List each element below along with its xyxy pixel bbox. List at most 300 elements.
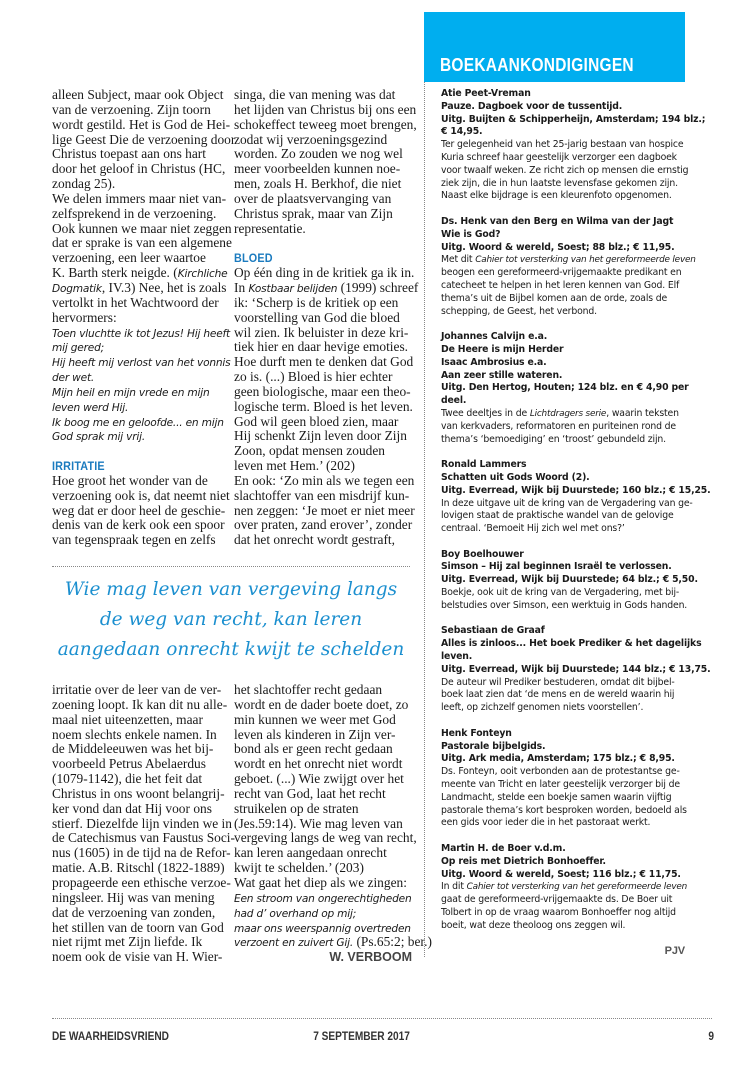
text-span: Uitg. Woord & wereld, Soest; 88 blz.; € 11,95.: [441, 241, 675, 253]
text-span: Ook kunnen we maar niet zeggen: [52, 220, 232, 236]
text-line: [52, 459, 232, 474]
text-line: [52, 266, 232, 281]
text-span: maar ons weerspannig overtreden: [234, 922, 411, 935]
text-span: In deze uitgave uit de kring van de Vergadering van ge-: [441, 497, 693, 509]
text-line: [441, 382, 689, 395]
text-span: de Catechismus van Faustus Soci-: [52, 830, 235, 846]
text-line: [234, 772, 412, 787]
text-span: Ik boog me en geloofde... en mijn: [52, 416, 224, 429]
text-line: [52, 147, 232, 162]
text-line: [52, 222, 232, 237]
publication-name: DE WAARHEIDSVRIEND: [52, 1031, 169, 1043]
text-line: [441, 113, 706, 127]
text-span: logische term. Bloed is het leven.: [234, 398, 413, 414]
text-span: zodat wij verzoeningsgezind: [234, 131, 388, 147]
text-line: [52, 236, 232, 251]
text-span: Pastorale bijbelgids.: [441, 740, 546, 752]
text-line: [234, 802, 412, 817]
text-span: kwijt te schelden.’ (203): [234, 860, 364, 876]
text-span: dat het onrecht wordt gestraft,: [234, 532, 396, 548]
text-line: [441, 856, 685, 869]
text-span: geen biologische, maar een theo-: [234, 383, 411, 399]
blank-line: [441, 613, 685, 626]
text-span: [441, 446, 444, 457]
text-line: [52, 370, 232, 385]
text-line: [52, 251, 232, 266]
text-span: hervormers:: [52, 309, 117, 325]
text-span: Tolbert in op de vraag waarom Bonhoeffer nog altijd: [441, 907, 676, 918]
text-line: [52, 415, 232, 430]
text-line: [52, 787, 232, 802]
text-span: Henk Fonteyn: [441, 727, 512, 739]
text-span: Hij schenkt Zijn leven door Zijn: [234, 428, 407, 444]
text-line: [441, 497, 693, 511]
text-line: [234, 279, 419, 296]
text-line: [234, 385, 412, 400]
author-signature: W. VERBOOM: [329, 950, 412, 965]
text-span: Landmacht, stelde een boekje samen waarin vijftig: [441, 791, 672, 803]
text-line: [52, 131, 236, 148]
section-header: [424, 12, 685, 82]
text-span: gaat de gereformeerd-vrijgemaakte ds. De Boer uit: [441, 894, 673, 906]
text-line: [441, 677, 685, 690]
text-span: Hij heeft mij verlost van het vonnis: [52, 357, 231, 370]
text-span: schokeffect teweeg moet brengen,: [234, 116, 417, 132]
text-span: boeit, wat deze theoloog ons zeggen wil.: [441, 919, 626, 931]
text-line: [234, 757, 412, 772]
text-line: [234, 787, 412, 802]
text-span: thema’s uit de Bijbel komen aan de orde, zoals de: [441, 292, 668, 304]
text-span: Ds. Henk van den Berg en Wilma van der Jagt: [441, 215, 674, 227]
text-line: [441, 561, 685, 574]
text-line: [52, 177, 232, 192]
text-span: Toen vluchtte ik tot Jezus! Hij heeft: [52, 327, 231, 340]
text-span: pastorale thema’s kort besproken worden, bedoeld als: [441, 804, 687, 816]
text-line: [234, 429, 412, 444]
text-span: worden. Zo zouden we nog wel: [234, 146, 403, 162]
text-line: [234, 147, 412, 162]
text-span: De auteur wil Prediker bestuderen, omdat dit bijbel-: [441, 676, 675, 688]
text-span: Cahier tot versterking van het gereformeerde leven: [475, 255, 696, 266]
text-line: [234, 472, 415, 489]
book-announcements: [441, 88, 711, 958]
text-span: ik: ‘Scherp is de kritiek op een: [234, 294, 399, 310]
text-span: meente van Tricht en later geestelijk verzorger bij de: [441, 779, 680, 791]
text-span: representatie.: [234, 220, 306, 236]
text-line: [52, 757, 232, 772]
text-line: [441, 689, 685, 702]
text-line: [441, 779, 685, 792]
text-line: [441, 267, 685, 280]
text-span: De Heere is mijn Herder: [441, 343, 564, 355]
text-span: Uitg. Ark media, Amsterdam; 175 blz.; € 8,95.: [441, 753, 675, 765]
text-line: [441, 843, 685, 856]
text-span: centraal. ‘Bemoeit Hij zich wel met ons?’: [441, 523, 625, 535]
text-span: [52, 443, 55, 458]
text-line: [441, 881, 688, 894]
text-line: [234, 251, 412, 266]
text-span: door het geloof in Christus (HC,: [52, 161, 226, 177]
text-span: van tegenspraak tegen en zelfs: [52, 532, 216, 548]
text-line: [52, 88, 232, 103]
text-line: [52, 429, 232, 444]
text-span: wordt en de dader boete doet, zo: [234, 696, 409, 712]
article-column-1-bottom: [52, 682, 235, 965]
text-line: [441, 472, 685, 485]
text-span: In: [234, 279, 249, 295]
text-span: weg dat er door heel de geschie-: [52, 502, 226, 518]
text-line: [234, 713, 412, 728]
text-span: het slachtoffer recht gedaan: [234, 682, 383, 697]
text-span: boek laat zien dat ‘de mens en de wereld waarin hij: [441, 689, 675, 701]
divider: [52, 566, 410, 567]
text-line: [52, 891, 232, 906]
text-span: tiek hier en daar hevige emoties.: [234, 339, 409, 355]
text-span: Ter gelegenheid van het 25-jarig bestaan van hospice: [441, 139, 684, 151]
text-span: Uitg. Buijten & Schipperheijn, Amsterdam; 194 blz.;: [441, 113, 706, 125]
text-line: [234, 400, 412, 415]
text-line: [441, 178, 685, 191]
text-span: kan leren aangedaan onrecht: [234, 845, 387, 861]
text-line: [52, 518, 232, 533]
text-line: [441, 625, 685, 638]
text-line: [441, 421, 685, 434]
text-span: singa, die van mening was dat: [234, 87, 396, 102]
text-line: [441, 792, 685, 805]
text-span: ziek zijn, die in hun laatste levensfase gekomen zijn.: [441, 177, 678, 189]
blank-line: [441, 715, 685, 728]
text-span: (Ps.65:2; ber.): [353, 934, 432, 950]
text-span: slachtoffer van een misdrijf kun-: [234, 487, 410, 503]
text-line: [441, 344, 685, 357]
text-span: zoening loopt. Ik kan dit nu alle-: [52, 696, 228, 712]
section-title: BOEKAANKONDIGINGEN: [440, 55, 634, 75]
text-line: [441, 728, 685, 741]
pull-quote: [52, 575, 410, 665]
text-span: (Jes.59:14). Wie mag leven van: [234, 815, 403, 831]
text-span: alleen Subject, maar ook Object: [52, 87, 224, 102]
text-span: Zoon, opdat mensen zouden: [234, 443, 385, 459]
blank-line: [234, 236, 412, 251]
text-span: Hoe durft men te denken dat God: [234, 354, 414, 370]
text-line: [441, 484, 711, 498]
text-line: [234, 177, 412, 192]
text-line: [52, 400, 232, 415]
text-span: lige Geest Die de verzoening door: [52, 131, 236, 147]
text-line: [441, 817, 685, 830]
text-line: [52, 533, 232, 548]
text-span: Dogmatik: [52, 282, 102, 295]
text-line: [234, 415, 412, 430]
text-span: We delen immers maar niet van-: [52, 190, 227, 206]
text-line: [52, 802, 232, 817]
text-line: [52, 340, 232, 355]
text-span: voorbeeld Petrus Abelaerdus: [52, 756, 206, 772]
text-line: [52, 385, 232, 400]
text-span: God wil geen bloed zien, maar: [234, 413, 399, 429]
text-span: vertolkt in het Wachtwoord der: [52, 294, 219, 310]
footer-divider: [52, 1018, 712, 1019]
text-span: God sprak mij vrij.: [52, 431, 146, 444]
text-line: [52, 935, 232, 950]
text-span: , waarin teksten: [606, 407, 679, 419]
text-line: [52, 311, 232, 326]
text-span: Uitg. Everread, Wijk bij Duurstede; 144 blz.; € 13,75.: [441, 663, 711, 675]
text-span: ker vond dan dat Hij voor ons: [52, 800, 212, 816]
text-span: verzoent en zuivert Gij.: [234, 937, 354, 950]
text-span: [441, 536, 444, 547]
text-span: Schatten uit Gods Woord (2).: [441, 471, 590, 483]
text-span: lovigen staat de praktische wandel van de gelovige: [441, 510, 674, 522]
text-line: [234, 698, 412, 713]
text-line: [52, 876, 232, 891]
text-line: [52, 683, 232, 698]
text-line: [52, 817, 232, 832]
text-line: [234, 133, 412, 148]
text-span: [441, 933, 444, 944]
text-line: [52, 728, 232, 743]
text-span: irritatie over de leer van de ver-: [52, 682, 222, 697]
text-span: de Middeleeuwen was het bij-: [52, 741, 214, 757]
text-span: Johannes Calvijn e.a.: [441, 331, 548, 343]
pull-quote-line: Wie mag leven van vergeving langs: [64, 579, 398, 600]
page-number: 9: [708, 1031, 715, 1043]
text-line: [441, 306, 685, 319]
text-span: Kostbaar belijden: [248, 282, 338, 295]
text-line: [234, 921, 412, 936]
text-line: [234, 950, 412, 965]
section-heading: BLOED: [234, 251, 273, 266]
text-line: [441, 549, 685, 562]
text-span: Isaac Ambrosius e.a.: [441, 356, 547, 368]
text-span: propageerde een ethische verzoe-: [52, 874, 231, 890]
text-span: van de verzoening. Zijn toorn: [52, 101, 211, 117]
text-span: stierf. Diezelfde lijn vinden we in: [52, 815, 232, 831]
text-span: Wie is God?: [441, 228, 501, 240]
text-span: nen zeggen: ‘Je moet er niet meer: [234, 502, 415, 518]
text-line: [234, 340, 412, 355]
text-line: [52, 355, 232, 370]
text-span: meer voorbeelden kunnen noe-: [234, 161, 401, 177]
text-span: Kirchliche: [177, 268, 228, 281]
text-line: [234, 742, 412, 757]
text-span: Pauze. Dagboek voor de tussentijd.: [441, 100, 623, 112]
text-line: [441, 894, 685, 907]
blank-line: [441, 830, 685, 843]
text-span: wordt gestild. Het is God de Hei-: [52, 116, 231, 132]
text-span: Cahier tot versterking van het gereformeerde leven: [466, 882, 688, 893]
text-span: van kerkvaders, reformatoren en puriteinen rond de: [441, 420, 676, 432]
column-divider: [424, 82, 425, 957]
text-span: vergeving langs de weg van recht,: [234, 830, 417, 846]
text-line: [441, 907, 685, 920]
text-line: [234, 222, 412, 237]
text-span: (1079-1142), die het feit dat: [52, 771, 203, 787]
text-line: [441, 408, 685, 421]
text-span: Twee deeltjes in de: [441, 407, 530, 419]
blank-line: [52, 444, 232, 459]
blank-line: [441, 536, 685, 549]
text-span: voorstelling van God die bloed: [234, 309, 400, 325]
text-line: [234, 861, 412, 876]
article-column-2-bottom: [234, 682, 432, 965]
text-line: [234, 683, 412, 698]
text-line: [234, 817, 412, 832]
pull-quote-line: de weg van recht, kan leren: [99, 609, 363, 630]
text-span: beogen een gereformeerd-vrijgemaakte predikant en: [441, 267, 682, 279]
text-span: thema’s ‘bemoediging’ en ‘troost’ gebundeld zijn.: [441, 433, 666, 445]
text-line: [234, 370, 412, 385]
text-span: Ronald Lammers: [441, 459, 527, 471]
text-line: [441, 190, 685, 203]
text-line: [52, 296, 232, 311]
text-line: [234, 891, 412, 906]
text-span: [441, 613, 444, 624]
text-span: (1999) schreef: [337, 279, 419, 295]
text-line: [441, 254, 696, 267]
text-span: noem ook de visie van H. Wier-: [52, 949, 223, 965]
text-line: [234, 728, 412, 743]
text-line: [441, 139, 685, 152]
text-line: [234, 311, 412, 326]
text-span: leven als kinderen in Zijn ver-: [234, 726, 396, 742]
text-span: dat er sprake is van een algemene: [52, 235, 232, 251]
text-span: ningsleer. Hij was van mening: [52, 889, 215, 905]
text-line: [441, 331, 685, 344]
text-line: [234, 355, 412, 370]
text-span: deel.: [441, 395, 467, 407]
text-span: [441, 830, 444, 841]
text-line: [234, 88, 412, 103]
text-line: [52, 921, 232, 936]
text-line: [441, 945, 685, 958]
text-line: [52, 118, 232, 133]
text-line: [441, 152, 685, 165]
text-line: [441, 663, 711, 677]
text-line: [441, 370, 685, 383]
author-signature: PJV: [664, 945, 685, 958]
text-span: zelfsprekend in de verzoening.: [52, 205, 217, 221]
text-span: niet rijmt met Zijn liefde. Ik: [52, 934, 203, 950]
text-span: Christus sprak, maar van Zijn: [234, 205, 393, 221]
text-span: In dit: [441, 881, 467, 893]
blank-line: [441, 446, 685, 459]
text-line: [52, 192, 232, 207]
text-line: [441, 229, 685, 242]
text-span: struikelen op de straten: [234, 800, 359, 816]
text-line: [52, 326, 232, 341]
text-span: [234, 235, 237, 250]
text-span: [441, 715, 444, 726]
text-line: [441, 434, 685, 447]
text-span: geboet. (...) Wie zwijgt over het: [234, 771, 404, 787]
text-span: dat de verzoening van zonden,: [52, 904, 216, 920]
text-span: leven.: [441, 651, 473, 663]
text-line: [441, 101, 685, 114]
text-line: [52, 830, 235, 846]
text-span: matie. A.B. Ritschl (1822-1889): [52, 860, 225, 876]
text-span: catecheet te helpen in het leren kennen van God. Elf: [441, 279, 680, 291]
text-span: min kunnen we weer met God: [234, 711, 396, 727]
text-span: Ds. Fonteyn, ooit verbonden aan de protestantse ge-: [441, 766, 680, 778]
text-line: [52, 742, 232, 757]
section-heading: IRRITATIE: [52, 459, 105, 474]
text-span: Een stroom van ongerechtigheden: [234, 892, 412, 905]
text-span: Lichtdragers serie: [529, 408, 607, 419]
text-span: maal niet uiteenzetten, maar: [52, 711, 203, 727]
text-line: [441, 702, 685, 715]
text-line: [52, 504, 232, 519]
text-line: [52, 207, 232, 222]
text-line: [234, 265, 415, 281]
text-line: [441, 741, 685, 754]
text-line: [441, 599, 688, 613]
text-line: [234, 162, 412, 177]
text-line: [52, 713, 232, 728]
pull-quote-line: aangedaan onrecht kwijt te schelden: [57, 639, 405, 660]
text-span: Aan zeer stille wateren.: [441, 369, 563, 381]
text-line: [441, 216, 685, 229]
text-line: [234, 934, 432, 950]
text-line: [234, 296, 412, 311]
text-span: wordt en het onrecht niet wordt: [234, 756, 403, 772]
text-line: [441, 523, 685, 536]
text-line: [234, 502, 415, 519]
text-span: over de plaatsvervanging van: [234, 190, 392, 206]
text-line: [441, 753, 685, 766]
text-line: [441, 920, 685, 933]
text-line: [52, 489, 232, 504]
text-span: Mijn heil en mijn vrede en mijn: [52, 386, 210, 399]
text-line: [441, 126, 685, 139]
text-span: recht van God, laat het recht: [234, 785, 386, 801]
text-span: Op één ding in de kritiek ga ik in.: [234, 265, 415, 281]
text-line: [441, 357, 685, 370]
text-line: [234, 906, 412, 921]
text-line: [441, 242, 685, 255]
text-span: [441, 318, 444, 329]
text-line: [52, 846, 232, 861]
text-span: belstudies over Simson, een werktuig in Gods handen.: [441, 599, 688, 611]
text-span: mij gered;: [52, 342, 104, 355]
text-span: schepping, de Geest, het verbond.: [441, 305, 597, 317]
text-span: Alles is zinloos... Het boek Prediker & het dagelijks: [441, 638, 702, 650]
text-span: een gids voor ieder die in het pastoraat werkt.: [441, 817, 651, 829]
blank-line: [441, 203, 685, 216]
text-span: [441, 203, 444, 214]
text-span: Atie Peet-Vreman: [441, 88, 531, 99]
text-line: [441, 293, 685, 306]
text-line: [441, 395, 685, 408]
text-line: [234, 444, 412, 459]
text-line: [234, 459, 412, 474]
text-span: Uitg. Woord & wereld, Soest; 116 blz.; € 11,75.: [441, 868, 681, 880]
text-line: [441, 574, 698, 587]
text-span: leven werd Hij.: [52, 401, 129, 414]
text-line: [441, 88, 685, 101]
text-span: Christus in ons woont belangrij-: [52, 785, 225, 801]
text-span: Uitg. Everread, Wijk bij Duurstede; 64 blz.; € 5,50.: [441, 574, 698, 586]
text-line: [234, 518, 412, 533]
text-span: Uitg. Den Hertog, Houten; 124 blz. en € 4,90 per: [441, 382, 689, 394]
text-span: noem slechts enkele namen. In: [52, 726, 217, 742]
text-span: denis van de kerk ook een spoor: [52, 517, 225, 533]
text-line: [234, 489, 412, 504]
text-line: [234, 207, 412, 222]
text-span: men, zoals H. Berkhof, die niet: [234, 176, 402, 192]
text-span: Hoe groot het wonder van de: [52, 472, 208, 488]
text-span: € 14,95.: [441, 126, 483, 138]
